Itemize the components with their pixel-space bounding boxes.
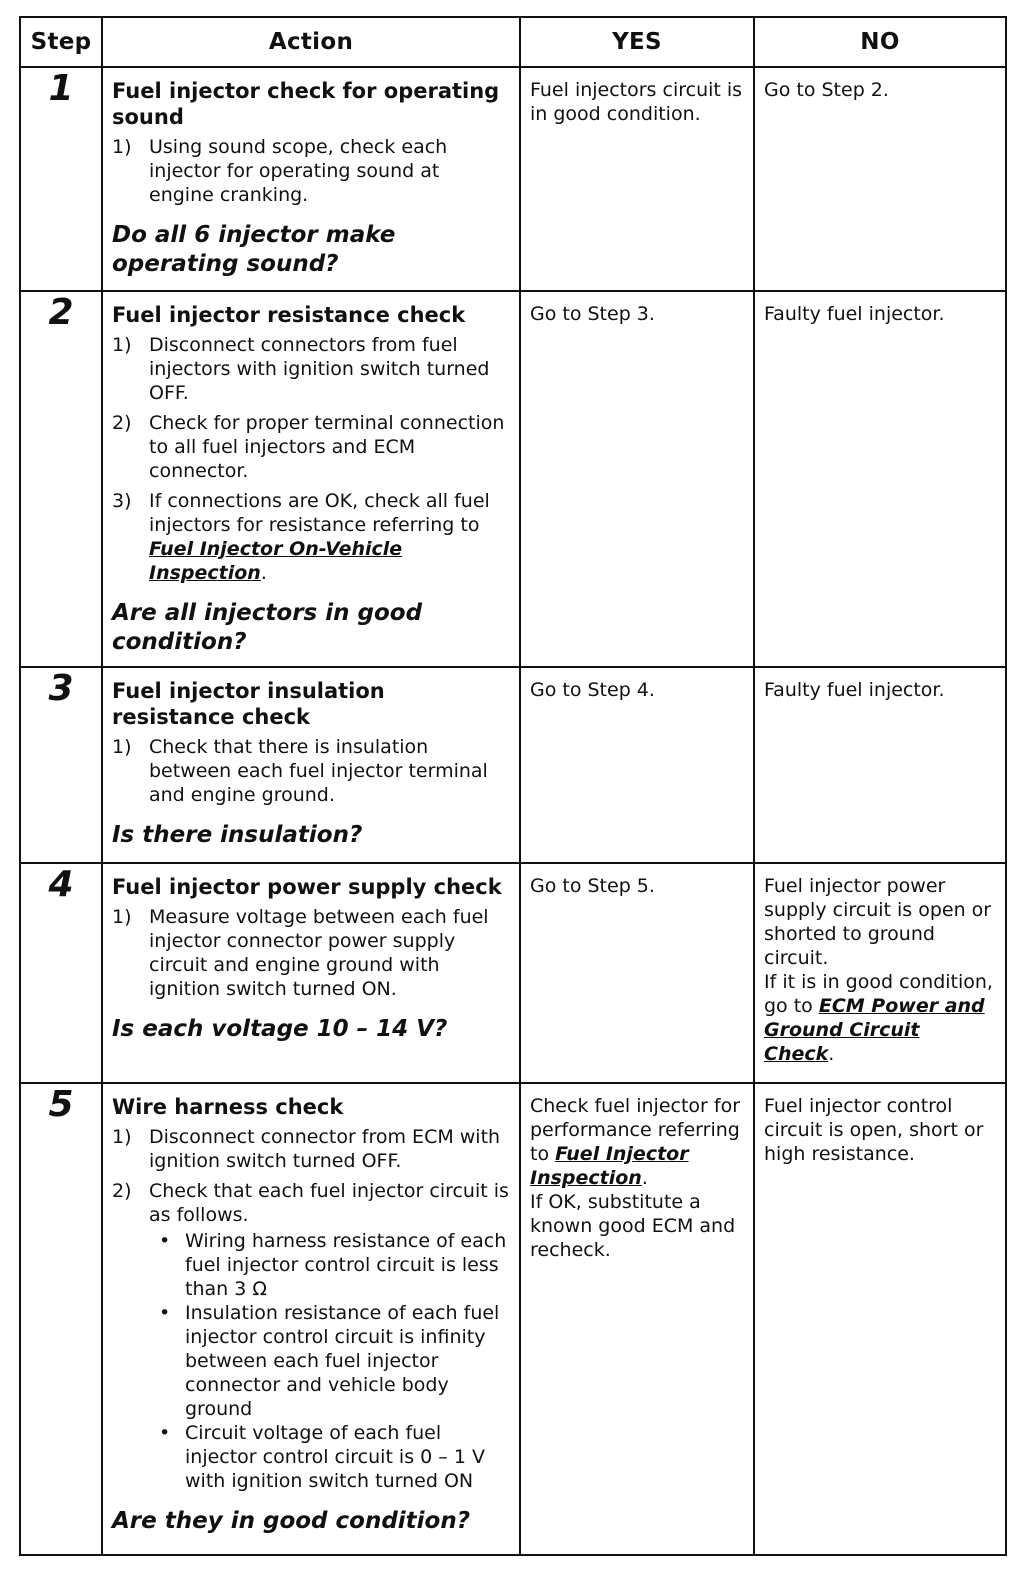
no-cell [754, 291, 1006, 667]
condition-item: • Insulation resistance of each fuel injector control circuit is infinity between each fuel injector connector and vehicle body ground [159, 1302, 500, 1420]
header-row [20, 17, 1006, 67]
action-steps [112, 735, 510, 807]
action-step: 1) Disconnect connectors from fuel injectors with ignition switch turned OFF. [112, 334, 490, 404]
action-title: Wire harness check [112, 1095, 344, 1119]
condition-item: • Wiring harness resistance of each fuel injector control circuit is less than 3 Ω [159, 1230, 507, 1300]
action-title: Fuel injector power supply check [112, 875, 502, 899]
no-result: Fuel injector control circuit is open, short or high resistance. [764, 1095, 984, 1165]
step-number: 5 [20, 1083, 102, 1555]
action-steps [112, 135, 510, 207]
step-number: 3 [20, 667, 102, 863]
action-steps [112, 905, 510, 1001]
no-cell [754, 863, 1006, 1083]
header-action: Action [102, 17, 520, 67]
action-cell [102, 67, 520, 291]
no-cell [754, 1083, 1006, 1555]
table-row-step-3 [20, 667, 1006, 863]
diagnostic-table [19, 16, 1007, 1556]
action-cell [102, 291, 520, 667]
yes-cell [520, 667, 754, 863]
action-cell [102, 1083, 520, 1555]
action-title: Fuel injector check for operating sound [112, 79, 500, 129]
step-number: 2 [20, 291, 102, 667]
action-cell [102, 667, 520, 863]
no-result: Go to Step 2. [764, 79, 889, 101]
fuel-injector-inspection-link[interactable]: Fuel Injector Inspection [530, 1143, 689, 1189]
fuel-injector-on-vehicle-inspection-link[interactable]: Fuel Injector On-Vehicle Inspection [149, 538, 403, 584]
action-step: 1) Disconnect connector from ECM with ignition switch turned OFF. [112, 1126, 501, 1172]
action-steps [112, 333, 510, 585]
yes-cell [520, 863, 754, 1083]
action-question: Do all 6 injector make operating sound? [112, 222, 396, 277]
yes-cell [520, 291, 754, 667]
yes-cell [520, 67, 754, 291]
no-result: Fuel injector power supply circuit is open or shorted to ground circuit. If it is in good condition, go to ECM Power and Ground Circuit Check. [764, 875, 993, 1065]
yes-result: Check fuel injector for performance referring to Fuel Injector Inspection. If OK, substitute a known good ECM and recheck. [530, 1095, 741, 1261]
yes-cell [520, 1083, 754, 1555]
action-step: 1) Measure voltage between each fuel injector connector power supply circuit and engine ground with ignition switch turned ON. [112, 906, 489, 1000]
no-result: Faulty fuel injector. [764, 679, 945, 701]
action-step: 3) If connections are OK, check all fuel injectors for resistance referring to Fuel Injector On-Vehicle Inspection. [112, 490, 490, 584]
table-row-step-5 [20, 1083, 1006, 1555]
action-step: 2) Check for proper terminal connection to all fuel injectors and ECM connector. [112, 412, 505, 482]
action-question: Are all injectors in good condition? [112, 600, 423, 655]
yes-result: Go to Step 3. [530, 303, 655, 325]
condition-item: • Circuit voltage of each fuel injector control circuit is 0 – 1 V with ignition switch turned ON [159, 1422, 485, 1492]
yes-result: Fuel injectors circuit is in good condition. [530, 79, 743, 125]
ecm-power-and-ground-circuit-check-link[interactable]: ECM Power and Ground Circuit Check [764, 995, 985, 1065]
no-cell [754, 67, 1006, 291]
step-number: 1 [20, 67, 102, 291]
table-row-step-1 [20, 67, 1006, 291]
action-cell [102, 863, 520, 1083]
check-conditions [149, 1229, 510, 1493]
action-question: Is each voltage 10 – 14 V? [112, 1016, 448, 1042]
table-row-step-4 [20, 863, 1006, 1083]
yes-result: Go to Step 4. [530, 679, 655, 701]
yes-result: Go to Step 5. [530, 875, 655, 897]
no-result: Faulty fuel injector. [764, 303, 945, 325]
step-number: 4 [20, 863, 102, 1083]
action-step: 1) Check that there is insulation between each fuel injector terminal and engine ground. [112, 736, 488, 806]
header-step: Step [20, 17, 102, 67]
action-title: Fuel injector resistance check [112, 303, 466, 327]
header-no: NO [754, 17, 1006, 67]
action-steps [112, 1125, 510, 1493]
action-step: 1) Using sound scope, check each injector for operating sound at engine cranking. [112, 136, 448, 206]
action-question: Is there insulation? [112, 822, 363, 848]
header-yes: YES [520, 17, 754, 67]
action-title: Fuel injector insulation resistance check [112, 679, 385, 729]
table-row-step-2 [20, 291, 1006, 667]
action-step: 2) Check that each fuel injector circuit is as follows. • Wiring harness resistance of each fuel injector control circuit is less than 3 Ω • Insulation resistance of each fuel injector control circuit is infinity between each fuel injector connector and vehicle body ground • Circuit voltage of each fuel injector control circuit is 0 – 1 V with ignition switch turned ON [112, 1180, 509, 1492]
no-cell [754, 667, 1006, 863]
action-question: Are they in good condition? [112, 1508, 471, 1534]
